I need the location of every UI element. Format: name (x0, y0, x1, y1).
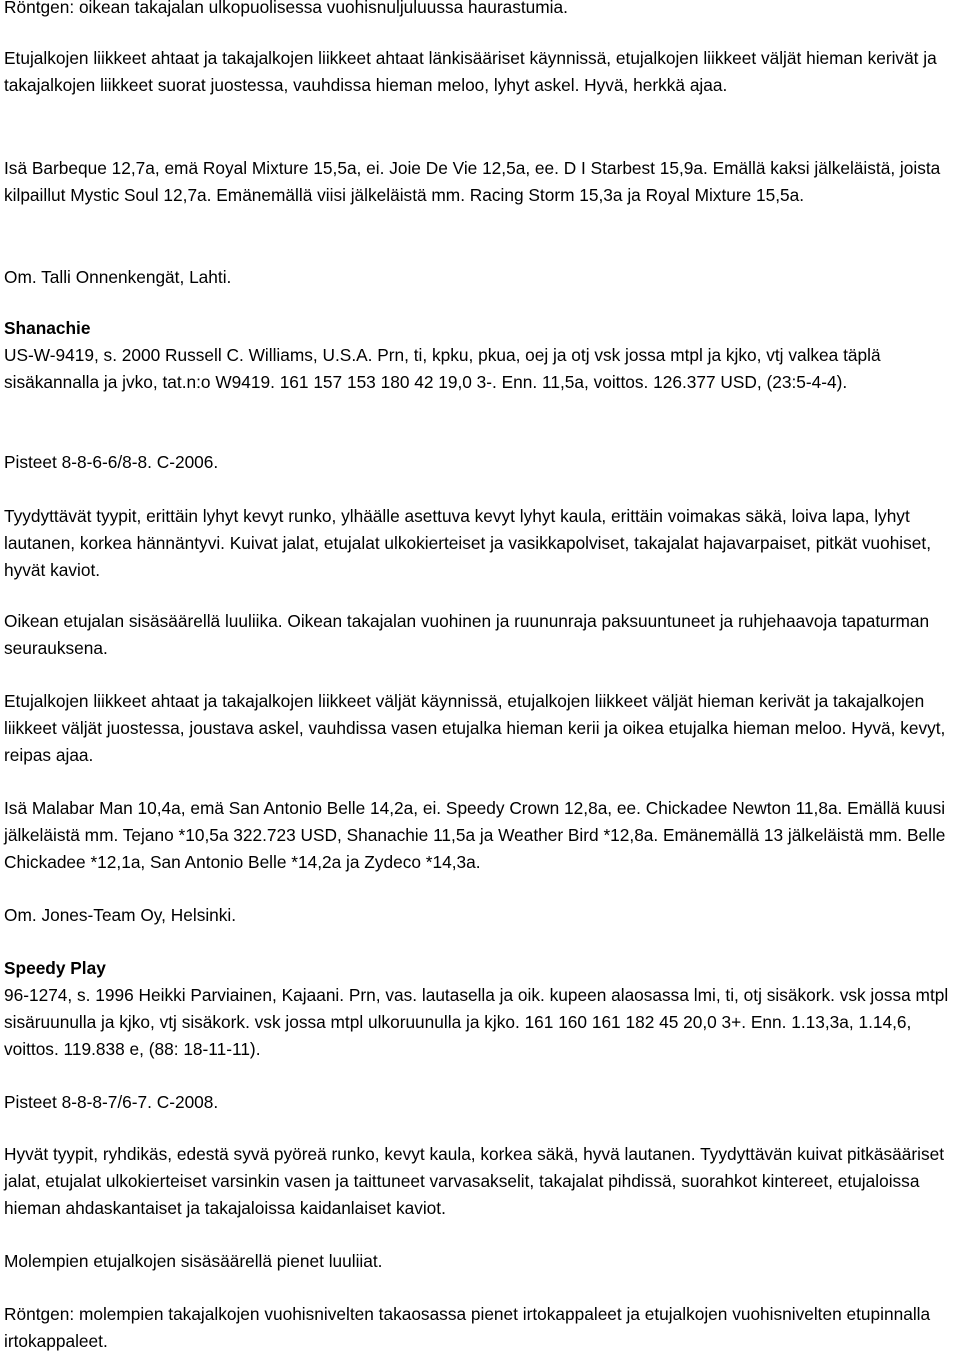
paragraph-defects-2: Molempien etujalkojen sisäsäärellä pienet luuliiat. (4, 1251, 383, 1271)
paragraph-pedigree-2: Isä Malabar Man 10,4a, emä San Antonio Belle 14,2a, ei. Speedy Crown 12,8a, ee. Chickadee Newton 11,8a. Emällä kuusi jälkeläistä mm. Tejano *10,5a 322.723 USD, Shanachie 11,5a ja Weather Bird *12,8a. Emänemällä 13 jälkeläistä mm. Belle Chickadee *12,1a, San Antonio Belle *14,2a ja Zydeco *14,3a. (4, 798, 946, 872)
paragraph-type-2: Hyvät tyypit, ryhdikäs, edestä syvä pyöreä runko, kevyt kaula, korkea säkä, hyvä lautanen. Tyydyttävän kuivat pitkäsääriset jalat, etujalat ulkokierteiset varsinkin vasen ja taittuneet varvasakselit, takajalat pihdissä, suorahkot kintereet, etujaloissa hieman ahdaskantaiset ja takajaloissa kaidanlaiset kaviot. (4, 1144, 945, 1218)
horse-name-heading: Shanachie (4, 318, 91, 338)
paragraph-scores-2: Pisteet 8-8-8-7/6-7. C-2008. (4, 1092, 219, 1112)
paragraph-xray-2: Röntgen: molempien takajalkojen vuohisnivelten takaosassa pienet irtokappaleet ja etujalkojen vuohisnivelten etupinnalla irtokappaleet. (4, 1304, 931, 1351)
horse-entry-shanachie (4, 315, 956, 396)
horse-details: US-W-9419, s. 2000 Russell C. Williams, U.S.A. Prn, ti, kpku, pkua, oej ja otj vsk jossa mtpl ja kjko, vtj valkea täplä sisäkannalla ja jvko, tat.n:o W9419. 161 157 153 180 42 19,0 3-. Enn. 11,5a, voittos. 126.377 USD, (23:5-4-4). (4, 344, 881, 392)
paragraph-scores-1: Pisteet 8-8-6-6/8-8. C-2006. (4, 452, 219, 472)
paragraph-owner-2: Om. Jones-Team Oy, Helsinki. (4, 905, 237, 925)
horse-details: 96-1274, s. 1996 Heikki Parviainen, Kajaani. Prn, vas. lautasella ja oik. kupeen alaosassa lmi, ti, otj sisäkork. vsk jossa mtpl sisäruunulla ja kjko, vtj sisäkork. vsk jossa mtpl ulkoruunulla ja kjko. 161 160 161 182 45 20,0 3+. Enn. 1.13,3a, 1.14,6, voittos. 119.838 e, (88: 18-11-11). (4, 984, 949, 1059)
paragraph-owner-1: Om. Talli Onnenkengät, Lahti. (4, 267, 232, 287)
paragraph-defects-1: Oikean etujalan sisäsäärellä luuliika. Oikean takajalan vuohinen ja ruununraja paksuuntuneet ja ruhjehaavoja tapaturman seurauksena. (4, 611, 930, 658)
horse-entry-speedy-play (4, 955, 956, 1063)
horse-name-heading: Speedy Play (4, 958, 106, 978)
paragraph-movement-1: Etujalkojen liikkeet ahtaat ja takajalkojen liikkeet ahtaat länkisääriset käynnissä, etujalkojen liikkeet väljät hieman kerivät ja takajalkojen liikkeet suorat juostessa, vauhdissa hieman meloo, lyhyt askel. Hyvä, herkkä ajaa. (4, 48, 937, 95)
paragraph-pedigree-1: Isä Barbeque 12,7a, emä Royal Mixture 15,5a, ei. Joie De Vie 12,5a, ee. D I Starbest 15,9a. Emällä kaksi jälkeläistä, joista kilpaillut Mystic Soul 12,7a. Emänemällä viisi jälkeläistä mm. Racing Storm 15,3a ja Royal Mixture 15,5a. (4, 158, 941, 205)
paragraph-movement-2: Etujalkojen liikkeet ahtaat ja takajalkojen liikkeet väljät käynnissä, etujalkojen liikkeet väljät hieman kerivät ja takajalkojen liikkeet väljät juostessa, joustava askel, vauhdissa vasen etujalka hieman kerii ja oikea etujalka hieman meloo. Hyvä, kevyt, reipas ajaa. (4, 691, 946, 765)
paragraph-type-1: Tyydyttävät tyypit, erittäin lyhyt kevyt runko, ylhäälle asettuva kevyt lyhyt kaula, erittäin voimakas säkä, loiva lapa, lyhyt lautanen, korkea hännäntyvi. Kuivat jalat, etujalat ulkokierteiset ja vasikkapolviset, takajalat hajavarpaiset, pitkät vuohiset, hyvät kaviot. (4, 506, 931, 580)
paragraph-xray-1: Röntgen: oikean takajalan ulkopuolisessa vuohisnuljuluussa haurastumia. (4, 0, 568, 17)
